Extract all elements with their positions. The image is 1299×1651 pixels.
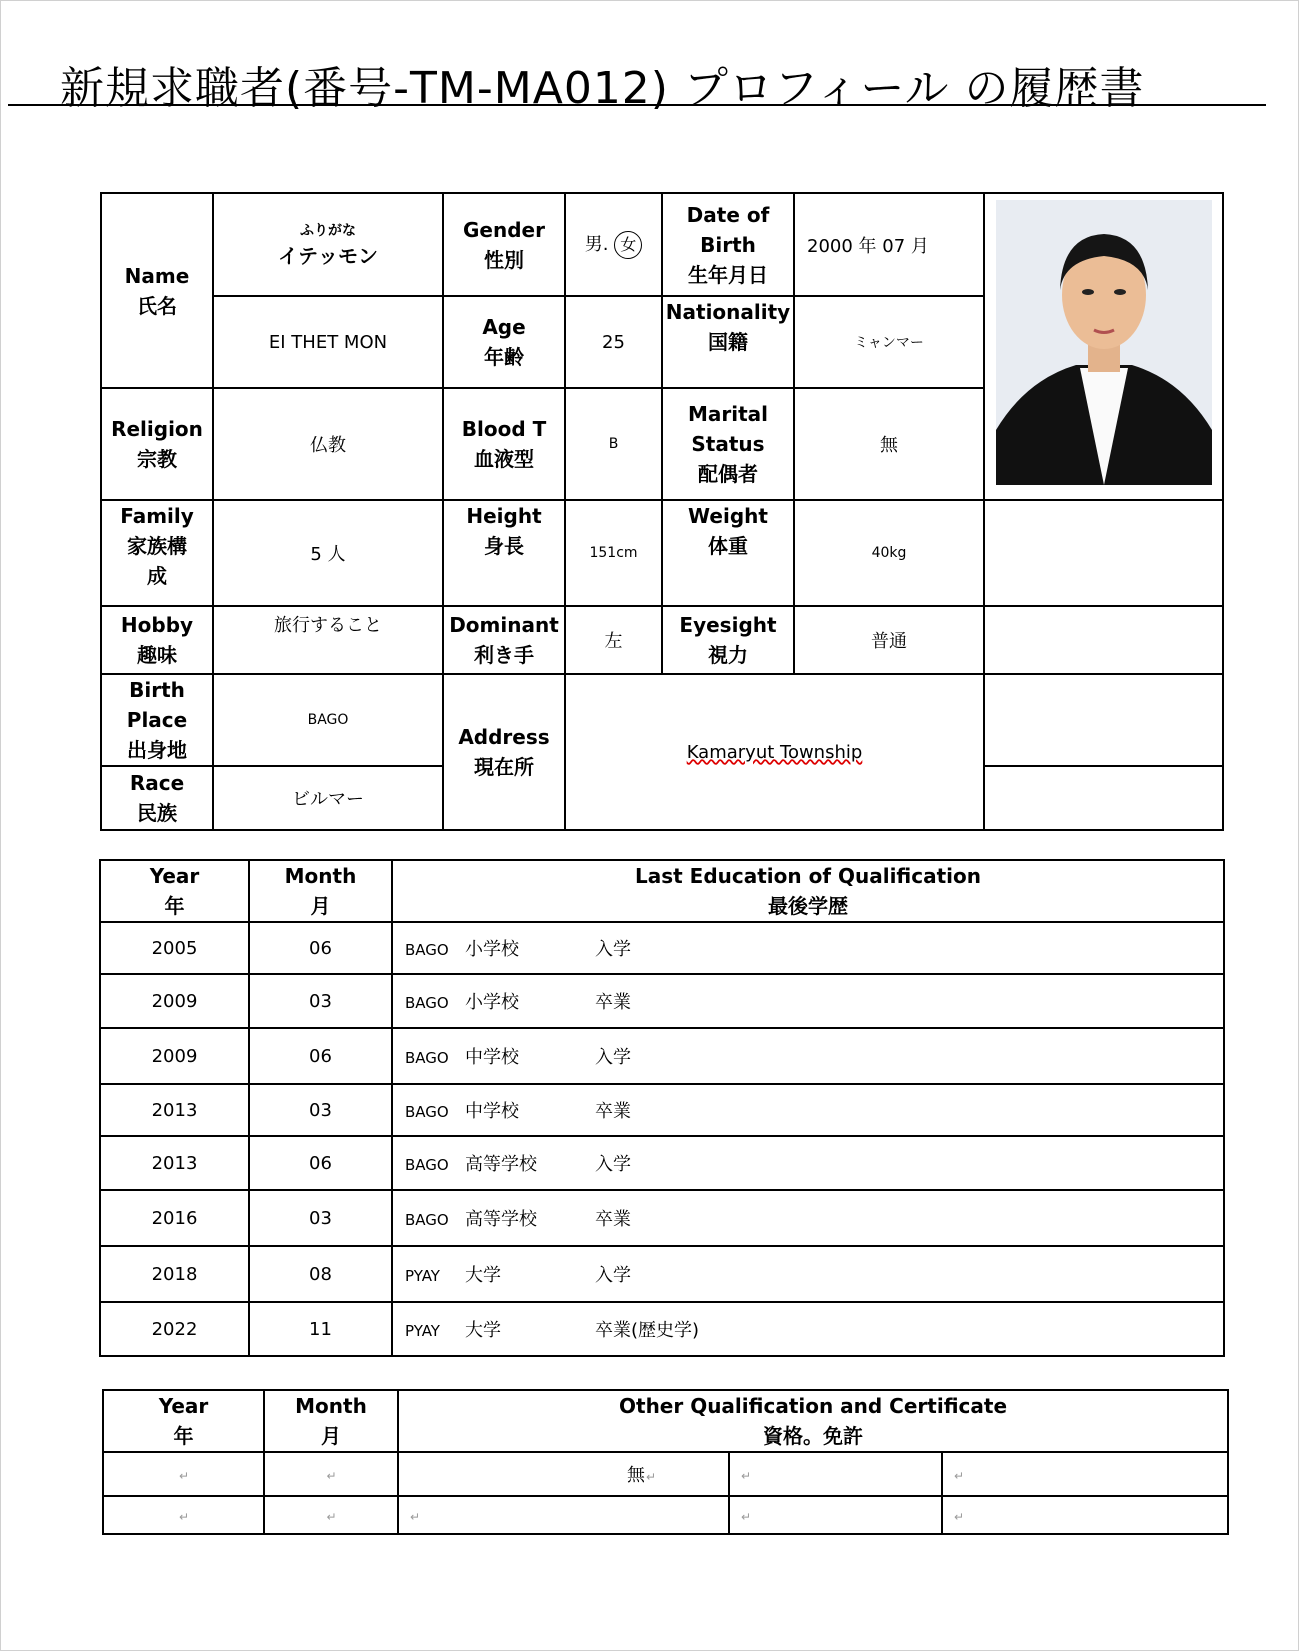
- edu-month-cell: 03: [249, 1084, 392, 1136]
- edu-description-cell: [392, 974, 1224, 1028]
- edu-description-header: Last Education of Qualification 最後学歴: [392, 860, 1224, 922]
- religion-value: 仏教: [213, 388, 443, 500]
- edu-place: BAGO: [405, 941, 449, 959]
- marital-status-value: 無: [794, 388, 984, 500]
- edu-description-cell: [392, 1190, 1224, 1246]
- edu-place: BAGO: [405, 1156, 449, 1174]
- table-row: [100, 1136, 1224, 1190]
- gender-label: Gender 性別: [443, 193, 565, 296]
- profile-table: [100, 192, 1224, 831]
- qual-extra-cell: ↵: [729, 1496, 942, 1534]
- edu-description-cell: [392, 1246, 1224, 1302]
- address-label: Address 現在所: [443, 674, 565, 830]
- edu-year-cell: 2005: [100, 922, 249, 974]
- gender-value: 男. 女: [565, 193, 662, 296]
- height-label: Height 身長: [443, 500, 565, 606]
- dominant-hand-label: Dominant 利き手: [443, 606, 565, 674]
- edu-school: 小学校: [465, 939, 519, 960]
- dominant-hand-value: 左: [565, 606, 662, 674]
- eyesight-label: Eyesight 視力: [662, 606, 794, 674]
- family-label: Family 家族構 成: [101, 500, 213, 606]
- edu-place: BAGO: [405, 1049, 449, 1067]
- qual-description-header: Other Qualification and Certificate 資格。免許: [398, 1390, 1228, 1452]
- edu-status: 卒業: [595, 1101, 631, 1122]
- edu-year-header: Year 年: [100, 860, 249, 922]
- edu-description-cell: [392, 1028, 1224, 1084]
- weight-label: Weight 体重: [662, 500, 794, 606]
- nationality-label: Nationality 国籍: [662, 296, 794, 388]
- dob-label: Date of Birth 生年月日: [662, 193, 794, 296]
- weight-value: 40kg: [794, 500, 984, 606]
- table-row: [100, 1302, 1224, 1356]
- birthplace-label: Birth Place 出身地: [101, 674, 213, 766]
- blood-type-value: B: [565, 388, 662, 500]
- qual-year-cell: ↵: [103, 1452, 264, 1496]
- eyesight-value: 普通: [794, 606, 984, 674]
- height-value: 151cm: [565, 500, 662, 606]
- qual-month-cell: ↵: [264, 1496, 398, 1534]
- edu-status: 入学: [595, 1047, 631, 1068]
- education-table: [99, 859, 1225, 1357]
- edu-year-cell: 2016: [100, 1190, 249, 1246]
- edu-description-cell: [392, 1084, 1224, 1136]
- age-value: 25: [565, 296, 662, 388]
- qual-desc-cell: ↵: [398, 1496, 729, 1534]
- edu-year-cell: 2018: [100, 1246, 249, 1302]
- race-value: ビルマー: [213, 766, 443, 830]
- edu-year-cell: 2022: [100, 1302, 249, 1356]
- address-value: [565, 674, 984, 830]
- qual-year-header: Year 年: [103, 1390, 264, 1452]
- edu-place: BAGO: [405, 1103, 449, 1121]
- nationality-value: ミャンマー: [794, 296, 984, 388]
- edu-school: 高等学校: [465, 1154, 537, 1175]
- family-value: 5 人: [213, 500, 443, 606]
- edu-place: BAGO: [405, 994, 449, 1012]
- edu-description-cell: [392, 1136, 1224, 1190]
- title-underline: [8, 104, 1266, 106]
- qualifications-table: [102, 1389, 1229, 1535]
- edu-month-cell: 06: [249, 1136, 392, 1190]
- furigana-cell: ふりがな イテッモン: [213, 193, 443, 296]
- edu-status: 入学: [595, 1265, 631, 1286]
- qual-extra-cell: ↵: [942, 1452, 1228, 1496]
- qual-desc-cell: 無↵: [398, 1452, 729, 1496]
- edu-year-cell: 2009: [100, 974, 249, 1028]
- hobby-value: 旅行すること: [213, 606, 443, 674]
- table-row: [100, 974, 1224, 1028]
- edu-school: 中学校: [465, 1047, 519, 1068]
- name-value: EI THET MON: [213, 296, 443, 388]
- edu-month-cell: 08: [249, 1246, 392, 1302]
- edu-school: 大学: [465, 1320, 501, 1341]
- edu-place: BAGO: [405, 1211, 449, 1229]
- profile-photo-image: [996, 200, 1212, 485]
- edu-description-cell: [392, 922, 1224, 974]
- edu-month-cell: 06: [249, 922, 392, 974]
- document-title: 新規求職者(番号-TM-MA012) プロフィール の履歴書: [60, 63, 1145, 114]
- photo-cell: [984, 193, 1223, 500]
- qual-year-cell: ↵: [103, 1496, 264, 1534]
- blank-cell-1: [984, 500, 1223, 606]
- edu-school: 中学校: [465, 1101, 519, 1122]
- age-label: Age 年齢: [443, 296, 565, 388]
- blank-cell-3: [984, 674, 1223, 766]
- edu-year-cell: 2009: [100, 1028, 249, 1084]
- address-text: Kamaryut Township: [686, 741, 863, 763]
- qual-month-header: Month 月: [264, 1390, 398, 1452]
- blank-cell-4: [984, 766, 1223, 830]
- edu-description-cell: [392, 1302, 1224, 1356]
- table-row: [100, 1028, 1224, 1084]
- edu-status: 入学: [595, 1154, 631, 1175]
- table-row: [100, 1084, 1224, 1136]
- table-row: [100, 1246, 1224, 1302]
- profile-photo: [996, 200, 1212, 485]
- edu-school: 大学: [465, 1265, 501, 1286]
- edu-month-cell: 11: [249, 1302, 392, 1356]
- edu-year-cell: 2013: [100, 1136, 249, 1190]
- qual-extra-cell: ↵: [729, 1452, 942, 1496]
- edu-place: PYAY: [405, 1322, 440, 1340]
- religion-label: Religion 宗教: [101, 388, 213, 500]
- edu-status: 卒業: [595, 1209, 631, 1230]
- table-row: [103, 1496, 1228, 1534]
- edu-status: 卒業: [595, 992, 631, 1013]
- edu-month-cell: 03: [249, 974, 392, 1028]
- blood-type-label: Blood T 血液型: [443, 388, 565, 500]
- table-row: [100, 1190, 1224, 1246]
- edu-month-header: Month 月: [249, 860, 392, 922]
- dob-value: 2000 年 07 月: [794, 193, 984, 296]
- birthplace-value: BAGO: [213, 674, 443, 766]
- marital-status-label: Marital Status 配偶者: [662, 388, 794, 500]
- edu-year-cell: 2013: [100, 1084, 249, 1136]
- hobby-label: Hobby 趣味: [101, 606, 213, 674]
- edu-school: 小学校: [465, 992, 519, 1013]
- blank-cell-2: [984, 606, 1223, 674]
- edu-month-cell: 06: [249, 1028, 392, 1084]
- female-circled-mark: 女: [614, 231, 642, 259]
- table-row: [100, 922, 1224, 974]
- name-label: Name 氏名: [101, 193, 213, 388]
- edu-status: 入学: [595, 939, 631, 960]
- edu-status: 卒業(歴史学): [595, 1320, 700, 1341]
- qual-month-cell: ↵: [264, 1452, 398, 1496]
- table-row: [103, 1452, 1228, 1496]
- edu-month-cell: 03: [249, 1190, 392, 1246]
- edu-school: 高等学校: [465, 1209, 537, 1230]
- edu-place: PYAY: [405, 1267, 440, 1285]
- qual-extra-cell: ↵: [942, 1496, 1228, 1534]
- race-label: Race 民族: [101, 766, 213, 830]
